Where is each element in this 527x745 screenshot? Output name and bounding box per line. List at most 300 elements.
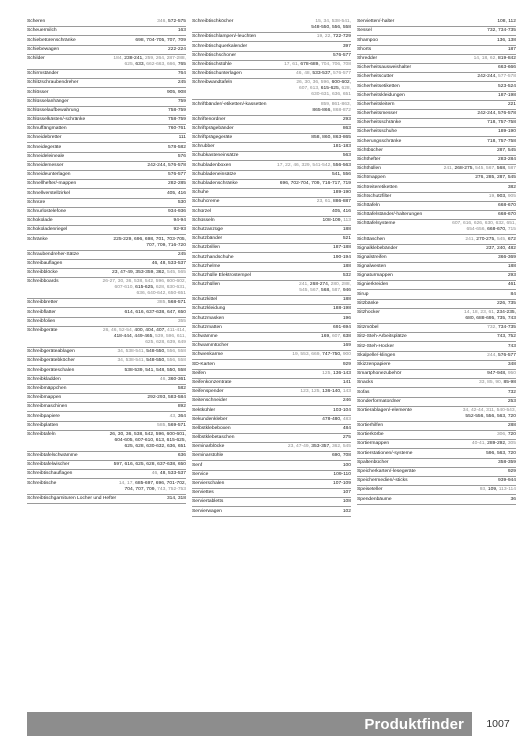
index-entry <box>192 42 351 51</box>
index-pages: 582 <box>177 385 186 391</box>
index-term: Sichttafeln <box>357 202 380 208</box>
index-entry <box>192 198 351 207</box>
index-term: Schreibmappen <box>27 395 62 401</box>
index-entry <box>192 116 351 125</box>
index-pages: 293 <box>507 273 516 279</box>
index-entry <box>192 443 351 452</box>
index-pages: 111 <box>178 135 186 141</box>
index-pages: 19, 22, 722-729 <box>316 34 351 40</box>
index-entry <box>192 143 351 152</box>
index-entry <box>357 174 516 183</box>
index-entry <box>357 36 516 45</box>
index-term: Schutzkleidung <box>192 306 226 312</box>
index-term: Sicherheitsschränke <box>357 120 402 126</box>
index-entry <box>357 73 516 82</box>
index-term: Sichtbücher <box>357 147 383 153</box>
index-pages: 163 <box>177 28 186 34</box>
index-entry <box>27 318 186 327</box>
index-pages: 102 <box>342 508 351 514</box>
index-entry <box>27 208 186 217</box>
index-term: Schubladenboxen <box>192 162 232 168</box>
index-term: Schlüsselaufbewahrung <box>27 107 79 113</box>
index-term: Signalklebebänder <box>357 245 398 251</box>
index-pages: 241, 270-275, 545, 672 <box>465 236 516 242</box>
index-entry <box>27 461 186 470</box>
index-term: Schwämme <box>192 334 218 339</box>
index-term: Schreibtischlampen/-leuchten <box>192 34 257 40</box>
index-pages: 859, 861-863, 865-866, 868-872 <box>312 101 351 113</box>
index-pages: 461 <box>507 282 516 288</box>
index-term: Servierwagen <box>192 508 222 514</box>
index-term: Scheren <box>27 19 46 25</box>
index-pages: 743 <box>507 343 516 349</box>
index-entry <box>192 52 351 61</box>
index-pages: 136, 138 <box>496 37 516 43</box>
index-entry <box>357 245 516 254</box>
index-term: Schlösser <box>27 89 49 95</box>
index-entry <box>357 281 516 290</box>
index-entry <box>357 468 516 477</box>
index-pages: 244, 576-577 <box>487 352 516 358</box>
index-entry <box>192 281 351 296</box>
index-pages: 242-244, 576-578 <box>147 163 186 168</box>
index-entry <box>357 235 516 244</box>
index-term: Schreibtischgarnituren Locher und Hefter <box>27 495 117 501</box>
index-entry <box>192 342 351 351</box>
index-pages: 596, 563, 720 <box>486 450 516 456</box>
index-entry <box>357 254 516 263</box>
index-term: Selbstklebetaschen <box>192 435 235 441</box>
index-term: Schutzhelme <box>192 263 221 269</box>
index-column-3 <box>357 18 516 708</box>
index-pages: 188 <box>342 263 351 269</box>
index-entry <box>192 360 351 369</box>
index-pages: 181-183 <box>333 144 351 150</box>
index-entry <box>192 217 351 226</box>
index-term: Sonderformatordner <box>357 398 401 404</box>
index-entry <box>192 461 351 470</box>
index-entry <box>357 486 516 495</box>
index-entry <box>27 217 186 226</box>
index-term: Smartphonezubehör <box>357 371 402 377</box>
index-pages: 169, 607, 638 <box>321 334 351 339</box>
index-pages: 576 <box>177 153 186 159</box>
index-pages: 14, 18, 23, 61, 234-235, 680, 688-695, 735, 743 <box>464 310 516 321</box>
index-term: Schreibtafelwischer <box>27 462 70 468</box>
index-entry <box>192 489 351 498</box>
index-pages: 245 <box>177 80 186 86</box>
index-pages: 306, 720 <box>496 432 516 438</box>
index-term: Schreibtafelschwämme <box>27 453 78 459</box>
index-pages: 293 <box>342 116 351 122</box>
index-entry <box>357 64 516 73</box>
index-term: Schreibauflagen <box>27 260 63 266</box>
index-pages: 346, 572-575 <box>157 19 186 25</box>
index-term: Signalwesten <box>357 264 387 270</box>
index-entry <box>27 431 186 452</box>
index-entry <box>357 18 516 27</box>
index-entry <box>27 162 186 171</box>
index-pages: 15, 34, 538-541, 548-550, 556, 558 <box>311 19 351 31</box>
index-pages: 892 <box>177 404 186 410</box>
index-term: Sitzmöbel <box>357 325 379 331</box>
index-term: Sichtreiteretiketten <box>357 184 398 190</box>
index-entry <box>192 244 351 253</box>
index-term: Sichttafelsysteme <box>357 221 396 227</box>
index-pages: 668-670 <box>498 212 516 218</box>
index-pages: 691-694 <box>333 324 351 330</box>
index-entry <box>357 220 516 235</box>
index-term: Scheuermilch <box>27 28 57 34</box>
index-term: Sichttafelständer/-halterungen <box>357 212 423 218</box>
index-entry <box>27 385 186 394</box>
index-pages: 405, 416 <box>331 208 351 214</box>
index-entry <box>192 33 351 42</box>
index-term: Schiebewagen <box>27 46 60 52</box>
index-entry <box>357 388 516 397</box>
index-pages: 14, 18, 62, 819-842 <box>473 55 516 61</box>
index-term: Schubladeneinsätze <box>192 171 237 177</box>
index-entry <box>357 55 516 64</box>
index-pages: 355 <box>177 318 186 324</box>
index-entry <box>27 153 186 162</box>
index-term: Signierkreiden <box>357 282 389 288</box>
index-entry <box>192 370 351 379</box>
index-term: Sicherheitskleidungen <box>357 92 405 98</box>
index-pages: 23, 47-49, 353-357, 362, 545 <box>287 444 351 450</box>
index-term: Schriftbänder/-etiketten/-kassetten <box>192 101 267 107</box>
index-entry <box>357 165 516 174</box>
index-term: Schriftprägebänder <box>192 125 234 131</box>
index-pages: 46, 48, 533-537 <box>151 471 186 477</box>
index-entry <box>27 88 186 97</box>
index-term: Sicherheitsmesser <box>357 111 398 117</box>
index-term: Schreibmäppchen <box>27 385 67 391</box>
index-term: Service <box>192 471 209 477</box>
index-entry <box>357 379 516 388</box>
index-pages: 221 <box>507 101 516 107</box>
index-term: Schreibbretter <box>27 300 58 306</box>
index-entry <box>357 82 516 91</box>
index-term: Servietten/-halter <box>357 19 395 25</box>
index-entry <box>27 269 186 278</box>
index-entry <box>357 398 516 407</box>
index-entry <box>27 470 186 479</box>
index-term: Sitz-Steh-Hocker <box>357 343 394 349</box>
index-pages: 939-944 <box>498 478 516 484</box>
index-entry <box>357 440 516 449</box>
index-term: Serviettes <box>192 490 214 496</box>
index-pages: 718, 757-758 <box>487 138 516 144</box>
index-term: Schneidebretter <box>27 135 62 141</box>
index-pages: 743, 752 <box>496 334 516 340</box>
index-entry <box>357 202 516 211</box>
index-term: Shredder <box>357 55 378 61</box>
index-entry <box>192 416 351 425</box>
index-term: Schutzbänder <box>192 236 223 242</box>
index-pages: 576-577 <box>168 172 186 178</box>
index-pages: 934-936 <box>168 208 186 214</box>
index-pages: 663-666 <box>498 65 516 71</box>
index-entry <box>357 300 516 309</box>
index-pages: 241, 268-275, 545, 567, 568, 587 <box>443 166 516 172</box>
index-term: Schutzanzüge <box>192 226 223 232</box>
index-term: Schürzel <box>192 208 212 214</box>
index-pages: 929 <box>342 361 351 367</box>
index-pages: 732 <box>507 389 516 395</box>
index-pages: 275 <box>342 435 351 441</box>
index-term: Schreibtischstühle <box>192 61 232 67</box>
index-entry <box>357 272 516 281</box>
index-pages: 614, 616, 637-638, 647, 650 <box>124 309 186 315</box>
index-pages: 187 <box>507 46 516 52</box>
index-entry <box>27 357 186 366</box>
index-term: Schiebetürenschränke <box>27 37 76 43</box>
index-term: Snacks <box>357 380 374 386</box>
index-pages: 40-41, 289-292, 305 <box>471 441 516 447</box>
index-term: Schirmständer <box>27 71 59 77</box>
index-term: Schreibmaschinen <box>27 404 68 410</box>
index-entry <box>357 342 516 351</box>
index-pages: 225-229, 696, 698, 701, 703-705, 707, 709, 716-720 <box>113 236 186 248</box>
index-term: Speiseteller <box>357 487 383 493</box>
index-entry <box>192 351 351 360</box>
index-entry <box>27 46 186 55</box>
index-term: Sichtmappen <box>357 175 386 181</box>
index-term: Signaturmappen <box>357 273 393 279</box>
index-term: Schutzmatten <box>192 324 222 330</box>
index-term: Schneidegeräte <box>27 144 62 150</box>
index-entry <box>27 189 186 198</box>
index-entry <box>192 296 351 305</box>
index-column-1 <box>27 18 186 708</box>
index-entry <box>27 116 186 125</box>
index-pages: 478-480, 483 <box>322 416 351 422</box>
index-term: Schutzkittel <box>192 297 218 303</box>
index-term: Schlüsselkästen/-schränke <box>27 117 86 123</box>
index-term: Schreibtischschoner <box>192 52 237 58</box>
index-pages: 108 <box>342 499 351 505</box>
index-pages: 929 <box>507 469 516 474</box>
index-term: Sortierstationen/-systeme <box>357 450 413 456</box>
index-pages: 246 <box>342 398 351 404</box>
index-term: Schilder <box>27 55 45 61</box>
index-pages: 607, 616, 626, 630, 632, 651, 654-656, 668-670, 715 <box>452 221 516 233</box>
index-pages: 189-190 <box>498 129 516 135</box>
index-entry <box>192 226 351 235</box>
index-pages: 732, 734-735 <box>487 325 516 331</box>
page-number: 1007 <box>486 718 510 730</box>
index-pages: 385, 568-571 <box>157 300 186 306</box>
index-entry <box>192 207 351 216</box>
index-pages: 189-190 <box>333 190 351 196</box>
index-entry <box>27 18 186 27</box>
index-pages: 92-93 <box>173 227 186 233</box>
index-entry <box>192 253 351 262</box>
index-entry <box>27 171 186 180</box>
index-entry <box>27 260 186 269</box>
index-entry <box>357 333 516 342</box>
index-pages: 17, 22, 46, 329, 541-542, 556-563 <box>277 162 351 168</box>
index-term: Schutzhülle Elektrostempel <box>192 272 251 278</box>
index-entry <box>357 27 516 36</box>
index-entry <box>27 308 186 317</box>
index-pages: 366-369 <box>498 254 516 260</box>
index-pages: 43, 364 <box>169 413 186 419</box>
index-entry <box>192 498 351 507</box>
index-pages: 26, 46, 52-54, 400, 404, 407, 411-414, 418-444, 449-465, 539, 596, 611, 625, 628, 639, 649 <box>102 328 186 345</box>
index-entry <box>27 376 186 385</box>
index-entry <box>357 92 516 101</box>
index-term: Schreibtische <box>27 480 57 486</box>
index-pages: 578-582 <box>168 144 186 150</box>
index-term: Sitzbänke <box>357 300 379 306</box>
index-entry <box>192 171 351 180</box>
index-entry <box>27 36 186 45</box>
index-pages: 576-577 <box>333 52 351 58</box>
index-term: Schnüre <box>27 199 46 205</box>
index-term: Schrubber <box>192 144 215 150</box>
index-entry <box>357 352 516 361</box>
index-pages: 538-539, 541, 548, 550, 558 <box>124 367 186 373</box>
index-pages: 17, 61, 678-689, 704, 706, 708 <box>284 61 351 67</box>
index-pages: 242-244, 577-578 <box>477 74 516 80</box>
index-pages: 405, 416 <box>166 190 186 196</box>
index-term: Schutzbrillen <box>192 245 220 251</box>
index-pages: 26, 30, 36, 538, 542, 596, 600-601, 604-605, 607-610, 613, 615-625, 625, 628, 630-632, 636, 651 <box>109 431 186 449</box>
index-entry <box>357 137 516 146</box>
index-pages: 103-104 <box>333 407 351 413</box>
index-term: Schreibfolien <box>27 318 56 324</box>
index-entry <box>192 161 351 170</box>
index-term: Sortierkörbe <box>357 432 384 438</box>
index-entry <box>27 251 186 260</box>
index-pages: 863 <box>342 125 351 131</box>
index-pages: 93, 109, 113-114 <box>479 487 516 493</box>
index-term: Seminarblöcke <box>192 444 225 450</box>
index-term: Schreibwandtafeln <box>192 80 233 86</box>
index-pages: 46, 48, 533-537, 576-577 <box>296 71 351 77</box>
index-term: Schüsseln <box>192 217 215 223</box>
index-term: Sicherheitsausweishalter <box>357 65 412 71</box>
index-term: Sicherheitsetiketten <box>357 83 400 89</box>
index-entry <box>192 507 351 516</box>
index-entry <box>357 431 516 440</box>
index-pages: 241, 268-274, 280, 288, 545, 567, 568, 587, 946 <box>299 282 351 294</box>
index-entry <box>192 70 351 79</box>
index-entry <box>192 480 351 489</box>
index-term: Servierschalen <box>192 481 225 486</box>
index-term: Schraubendreher-Sätze <box>27 251 79 257</box>
index-term: Sortierablagen/-elemente <box>357 407 412 413</box>
index-entry <box>27 107 186 116</box>
index-term: Sekundenkleber <box>192 416 228 422</box>
index-term: Schreibflatter <box>27 309 56 315</box>
index-entry <box>27 180 186 189</box>
index-entry <box>357 128 516 137</box>
index-term: Sicherheitsleitern <box>357 101 395 107</box>
index-pages: 23, 61, 886-887 <box>316 199 351 205</box>
index-pages: 758-759 <box>168 107 186 113</box>
index-pages: 188 <box>342 226 351 232</box>
index-pages: 382 <box>507 184 516 190</box>
index-pages: 226, 735 <box>496 300 516 306</box>
index-term: Schutzhandschuhe <box>192 254 234 260</box>
index-term: Schwenkarme <box>192 352 223 358</box>
index-pages: 222-224 <box>168 46 186 52</box>
index-term: Schutzmasken <box>192 315 225 321</box>
index-pages: 718, 757-758 <box>487 120 516 126</box>
index-term: Schreibkladden <box>27 376 61 382</box>
index-term: Schreibtischunterlagen <box>192 71 242 77</box>
index-entry <box>192 333 351 342</box>
index-entry <box>192 18 351 33</box>
index-entry <box>27 98 186 107</box>
index-entry <box>357 477 516 486</box>
index-pages: 242-244, 576-578 <box>477 111 516 117</box>
index-entry <box>27 403 186 412</box>
index-entry <box>192 134 351 143</box>
index-entry <box>192 471 351 480</box>
index-pages: 23, 47-49, 353-359, 362, 545, 565 <box>112 270 186 276</box>
index-pages: 108-109, 113 <box>322 217 351 223</box>
index-pages: 125, 136-143 <box>322 370 351 376</box>
index-term: Schreibblöcke <box>27 270 58 276</box>
index-term: Schuhe <box>192 190 209 196</box>
index-term: Schuhcreme <box>192 199 220 205</box>
index-term: Schneidemesser <box>27 163 64 168</box>
index-term: Schlüsselanhänger <box>27 98 69 104</box>
index-entry <box>27 134 186 143</box>
index-pages: 348 <box>507 361 516 367</box>
index-pages: 764 <box>177 71 186 77</box>
index-term: Schriftprägegeräte <box>192 135 233 141</box>
index-term: Seifenkonzentrate <box>192 379 232 385</box>
index-pages: 34, 538-541, 548-550, 556, 558 <box>117 349 186 355</box>
index-entry <box>357 495 516 504</box>
index-term: Sichtschutzfilter <box>357 193 392 199</box>
index-entry <box>357 407 516 422</box>
index-entry <box>27 70 186 79</box>
index-term: Schnellverstellzirkel <box>27 190 70 196</box>
index-pages: 292-293, 583-584 <box>147 395 186 401</box>
index-pages: 282-285 <box>168 181 186 187</box>
index-entry <box>192 434 351 443</box>
index-entry <box>192 388 351 397</box>
index-entry <box>27 143 186 152</box>
index-term: Schreibtischquerkalender <box>192 43 248 49</box>
section-title: Produktfinder <box>364 715 464 733</box>
index-entry <box>357 211 516 220</box>
index-entry <box>192 180 351 189</box>
index-term: Seminarstühle <box>192 453 224 459</box>
index-term: Schreibgeräte <box>27 328 58 333</box>
index-term: Schreibpapiere <box>27 413 60 419</box>
index-term: Sichttaschen <box>357 236 386 242</box>
index-entry <box>27 348 186 357</box>
index-entry <box>27 278 186 299</box>
index-pages: 253 <box>507 398 516 404</box>
index-pages: 188-198 <box>333 306 351 312</box>
index-entry <box>357 263 516 272</box>
index-pages: 314, 318 <box>166 495 186 501</box>
index-pages: 541, 556 <box>331 171 351 177</box>
index-entry <box>357 361 516 370</box>
index-term: Schubladenschränke <box>192 181 238 186</box>
index-term: Schnurlostelefone <box>27 208 67 214</box>
index-pages: 397 <box>342 43 351 49</box>
index-entry <box>357 101 516 110</box>
